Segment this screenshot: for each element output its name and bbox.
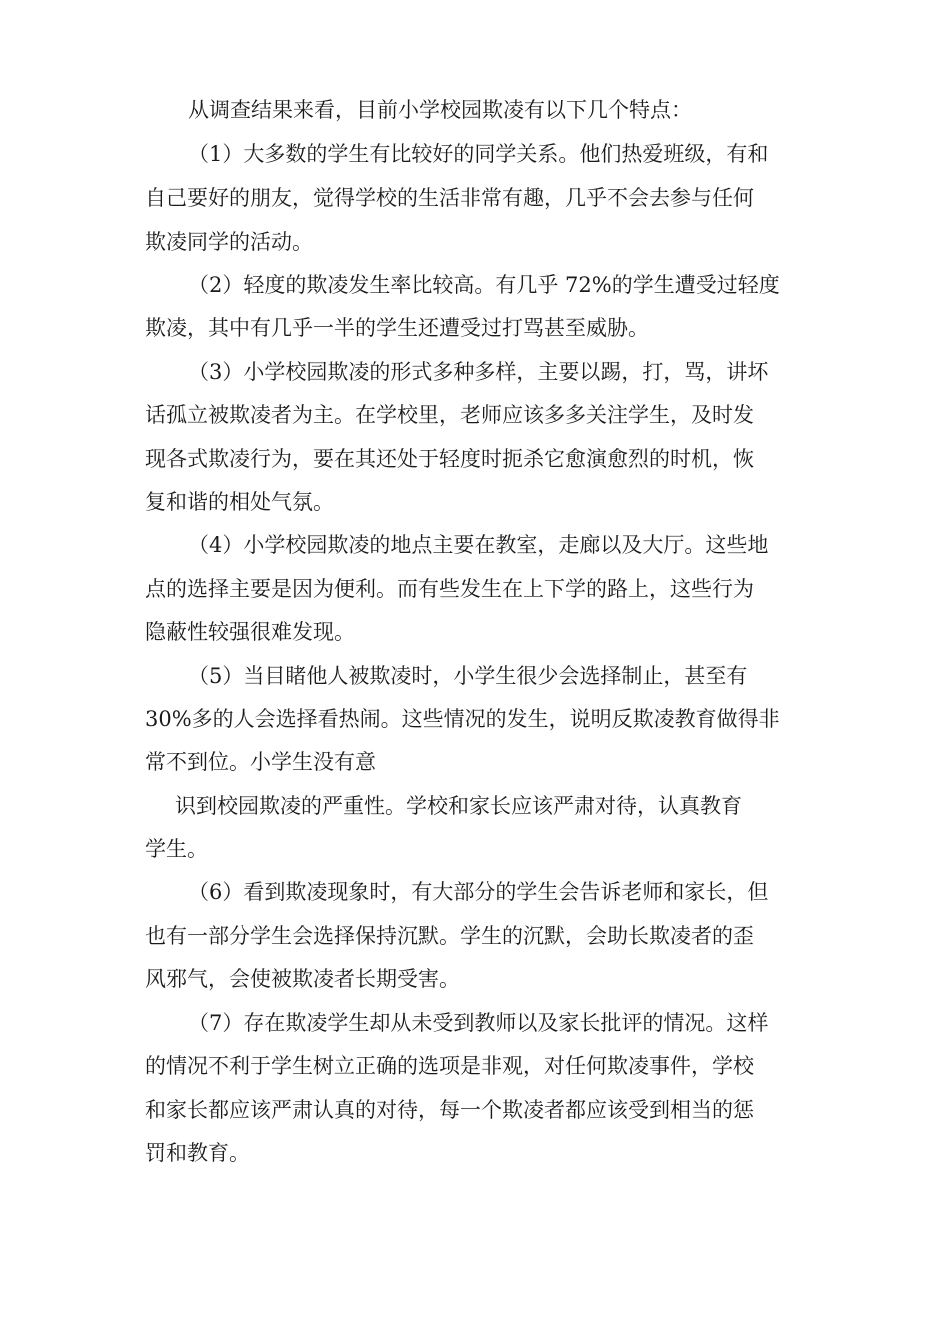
text-line: 欺凌，其中有几乎一半的学生还遭受过打骂甚至威胁。 <box>145 316 649 340</box>
text-line: 和家长都应该严肃认真的对待，每一个欺凌者都应该受到相当的惩 <box>145 1098 754 1122</box>
text-line: （1）大多数的学生有比较好的同学关系。他们热爱班级，有和 <box>188 142 769 166</box>
text-line: 隐蔽性较强很难发现。 <box>145 620 355 644</box>
text-line: （6）看到欺凌现象时，有大部分的学生会告诉老师和家长，但 <box>188 880 769 904</box>
text-line: （3）小学校园欺凌的形式多种多样，主要以踢，打，骂，讲坏 <box>188 360 769 384</box>
text-line: 欺凌同学的活动。 <box>145 230 313 254</box>
text-line: 常不到位。小学生没有意 <box>145 750 376 774</box>
text-line: 点的选择主要是因为便利。而有些发生在上下学的路上，这些行为 <box>145 577 754 601</box>
text-line: （4）小学校园欺凌的地点主要在教室，走廊以及大厅。这些地 <box>188 533 769 557</box>
text-line: 风邪气，会使被欺凌者长期受害。 <box>145 967 460 991</box>
text-line: （2）轻度的欺凌发生率比较高。有几乎 72%的学生遭受过轻度 <box>188 273 780 297</box>
text-line: 的情况不利于学生树立正确的选项是非观，对任何欺凌事件，学校 <box>145 1054 754 1078</box>
text-line: 罚和教育。 <box>145 1141 250 1165</box>
text-line: 现各式欺凌行为，要在其还处于轻度时扼杀它愈演愈烈的时机，恢 <box>145 447 754 471</box>
text-line: 学生。 <box>145 837 208 861</box>
text-line: 从调查结果来看，目前小学校园欺凌有以下几个特点： <box>188 98 692 122</box>
text-line: 话孤立被欺凌者为主。在学校里，老师应该多多关注学生，及时发 <box>145 403 754 427</box>
text-line: 自己要好的朋友，觉得学校的生活非常有趣，几乎不会去参与任何 <box>145 186 754 210</box>
text-line: 也有一部分学生会选择保持沉默。学生的沉默，会助长欺凌者的歪 <box>145 924 754 948</box>
text-line: 30%多的人会选择看热闹。这些情况的发生，说明反欺凌教育做得非 <box>145 707 780 731</box>
text-line: （7）存在欺凌学生却从未受到教师以及家长批评的情况。这样 <box>188 1011 769 1035</box>
text-line: （5）当目睹他人被欺凌时，小学生很少会选择制止，甚至有 <box>188 664 748 688</box>
text-line: 识到校园欺凌的严重性。学校和家长应该严肃对待，认真教育 <box>175 794 742 818</box>
text-line: 复和谐的相处气氛。 <box>145 490 334 514</box>
